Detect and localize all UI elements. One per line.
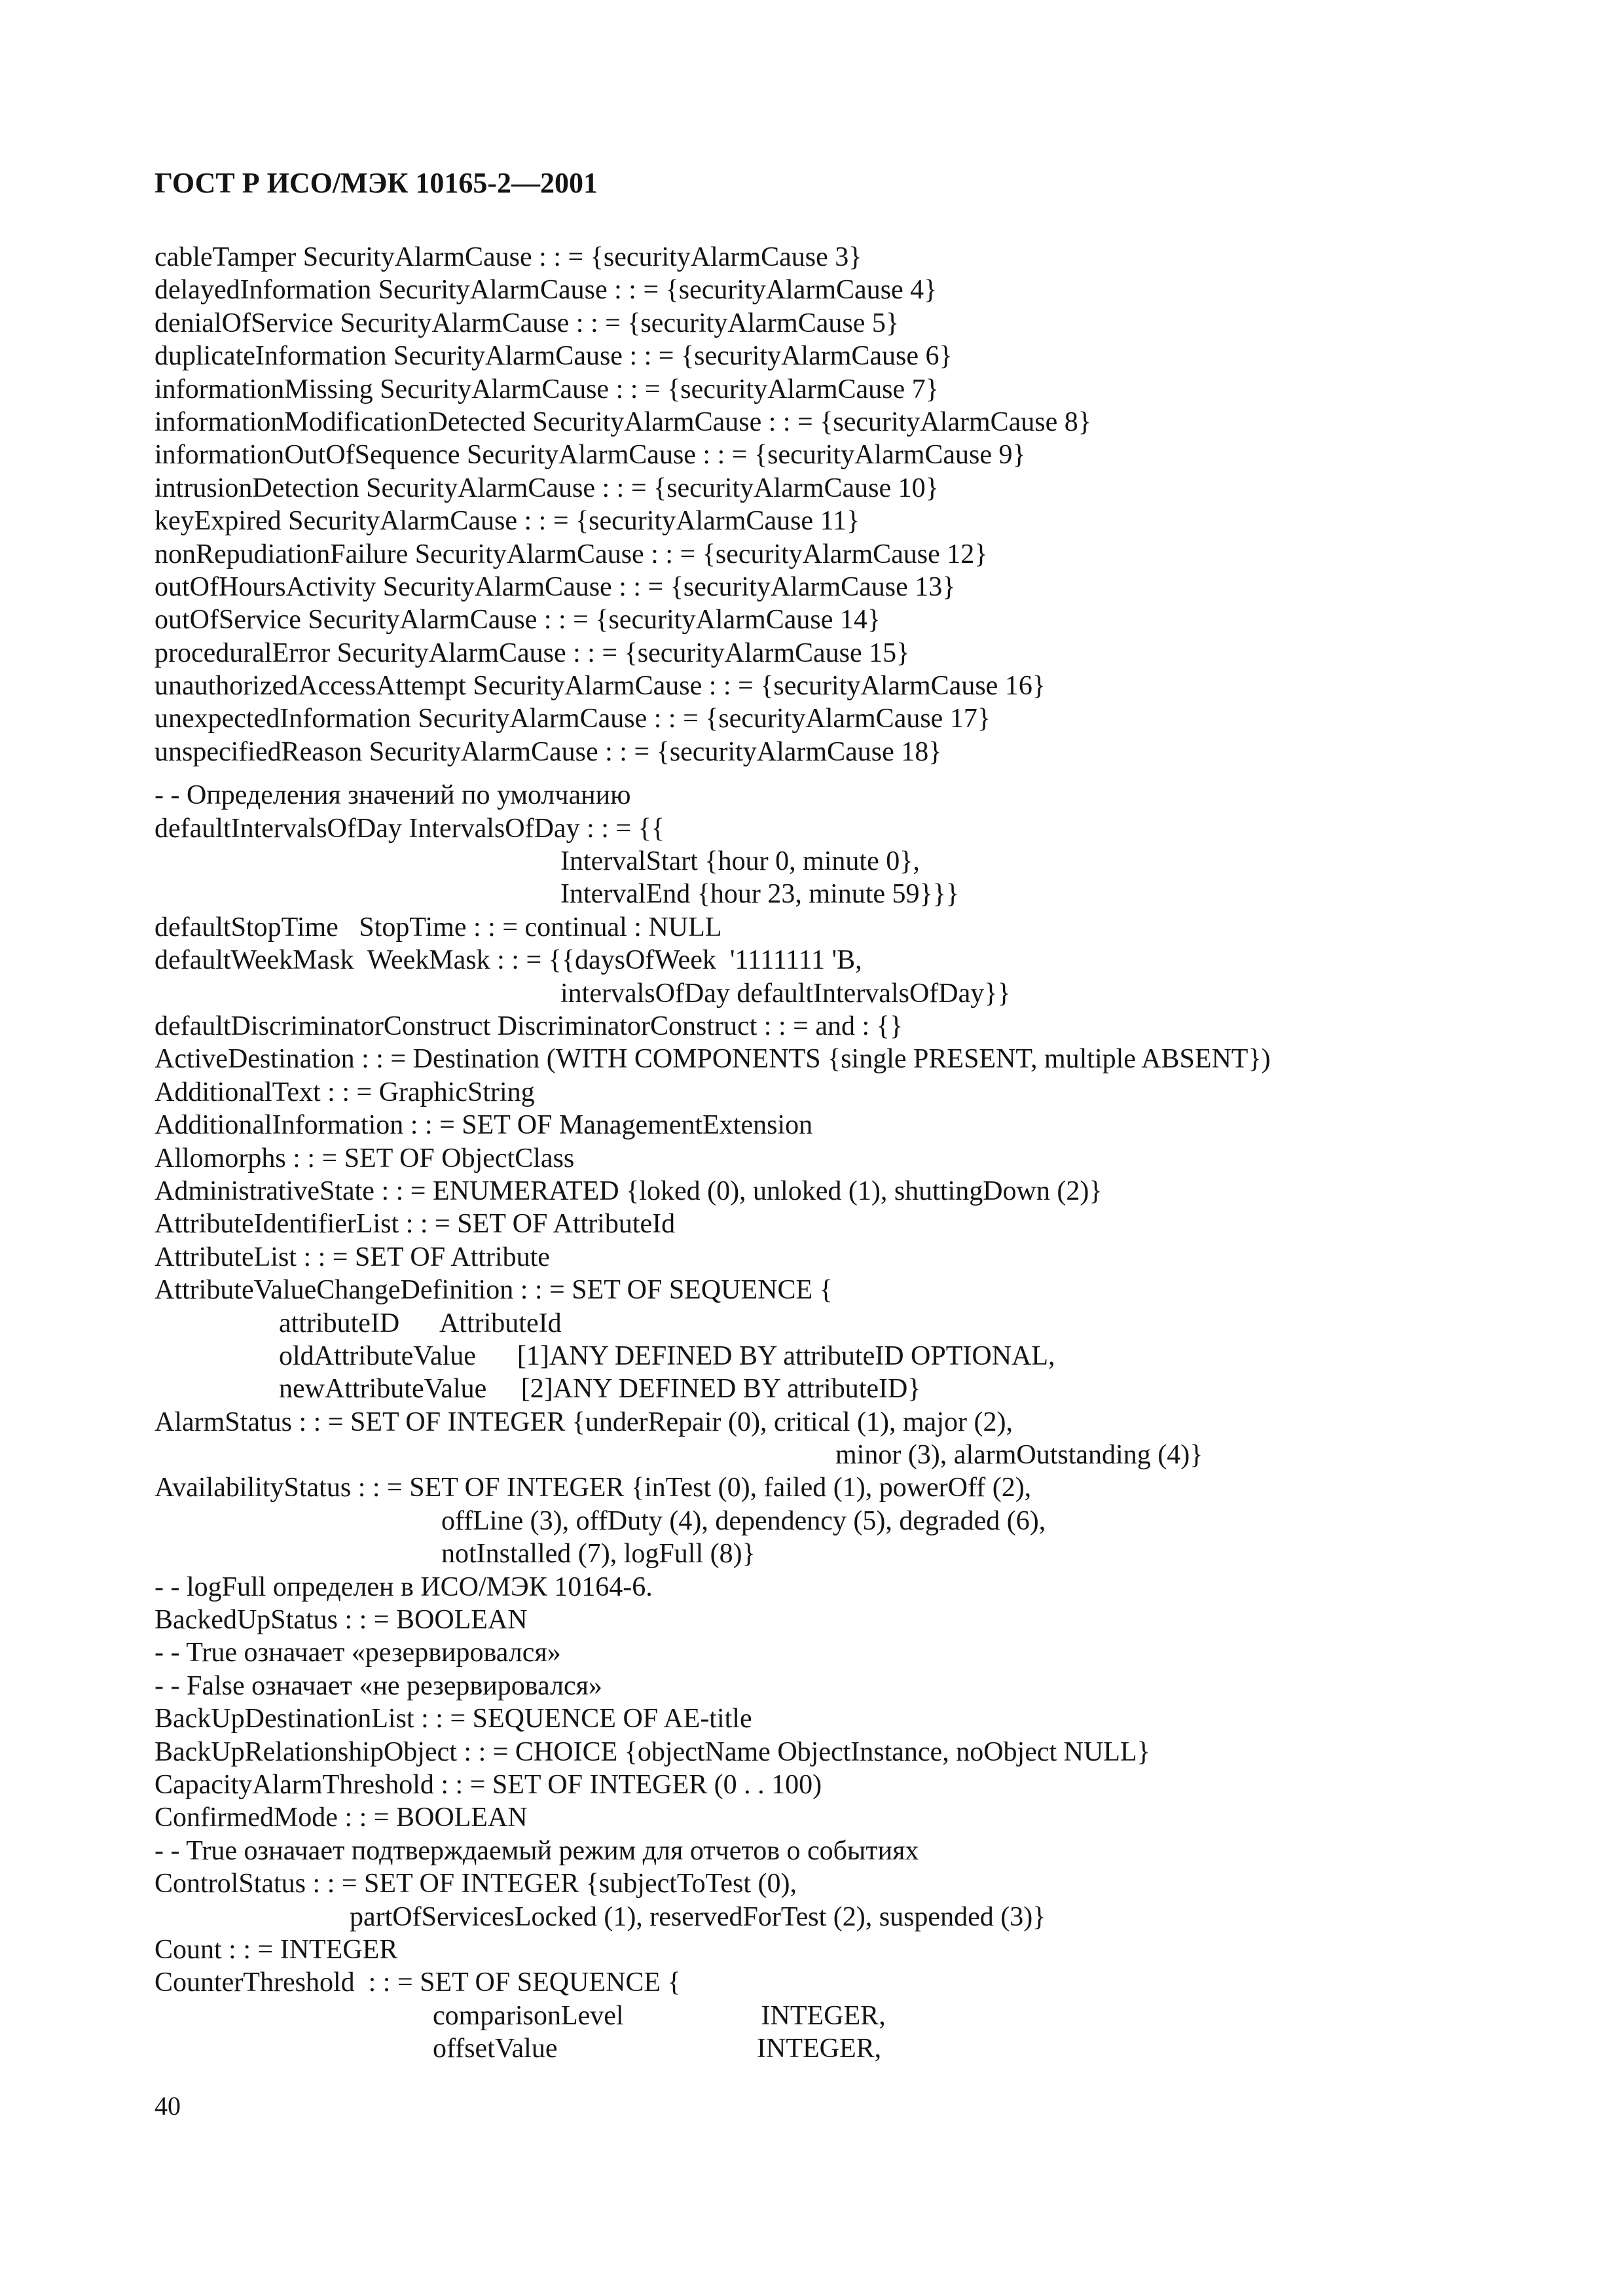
definition-line: partOfServicesLocked (1), reservedForTest (2), suspended (3)} xyxy=(350,1901,1046,1932)
definition-line: defaultIntervalsOfDay IntervalsOfDay : : = {{ xyxy=(155,813,665,844)
definition-line: AttributeIdentifierList : : = SET OF AttributeId xyxy=(155,1209,676,1240)
definition-line: comparisonLevel INTEGER, xyxy=(433,2000,886,2031)
definition-line: defaultStopTime StopTime : : = continual : NULL xyxy=(155,912,722,942)
definition-line: outOfService SecurityAlarmCause : : = {securityAlarmCause 14} xyxy=(155,605,881,636)
definition-line: informationOutOfSequence SecurityAlarmCause : : = {securityAlarmCause 9} xyxy=(155,440,1026,471)
definition-line: denialOfService SecurityAlarmCause : : = {securityAlarmCause 5} xyxy=(155,308,900,338)
definition-line: intervalsOfDay defaultIntervalsOfDay}} xyxy=(560,978,1011,1009)
definition-line: AvailabilityStatus : : = SET OF INTEGER {inTest (0), failed (1), powerOff (2), xyxy=(155,1473,1032,1503)
definition-line: Count : : = INTEGER xyxy=(155,1934,398,1965)
definition-line: unspecifiedReason SecurityAlarmCause : : = {securityAlarmCause 18} xyxy=(155,736,942,767)
definition-line: AttributeList : : = SET OF Attribute xyxy=(155,1242,550,1272)
definition-line: IntervalStart {hour 0, minute 0}, xyxy=(560,846,920,877)
definition-line: - - logFull определен в ИСО/МЭК 10164-6. xyxy=(155,1571,653,1602)
section-spacer xyxy=(155,768,1529,779)
definition-line: BackUpDestinationList : : = SEQUENCE OF AE-title xyxy=(155,1704,752,1734)
definition-line: CounterThreshold : : = SET OF SEQUENCE { xyxy=(155,1967,681,1998)
definition-line: keyExpired SecurityAlarmCause : : = {securityAlarmCause 11} xyxy=(155,506,860,537)
definition-line: newAttributeValue [2]ANY DEFINED BY attributeID} xyxy=(279,1374,921,1405)
definition-line: offsetValue INTEGER, xyxy=(433,2034,882,2064)
definition-line: - - False означает «не резервировался» xyxy=(155,1670,602,1701)
asn1-definitions-block xyxy=(155,241,1529,2065)
definition-line: - - True означает «резервировался» xyxy=(155,1638,561,1668)
definition-line: defaultWeekMask WeekMask : : = {{daysOfWeek '1111111 'B, xyxy=(155,945,862,976)
definition-line: defaultDiscriminatorConstruct DiscriminatorConstruct : : = and : {} xyxy=(155,1011,903,1041)
definition-line: proceduralError SecurityAlarmCause : : = {securityAlarmCause 15} xyxy=(155,637,910,668)
definition-line: BackedUpStatus : : = BOOLEAN xyxy=(155,1605,528,1636)
definition-line: ControlStatus : : = SET OF INTEGER {subjectToTest (0), xyxy=(155,1869,797,1899)
definition-line: unexpectedInformation SecurityAlarmCause : : = {securityAlarmCause 17} xyxy=(155,704,991,734)
definition-line: minor (3), alarmOutstanding (4)} xyxy=(835,1440,1203,1471)
definition-line: cableTamper SecurityAlarmCause : : = {securityAlarmCause 3} xyxy=(155,242,862,272)
definition-line: offLine (3), offDuty (4), dependency (5), degraded (6), xyxy=(441,1505,1046,1536)
definition-line: CapacityAlarmThreshold : : = SET OF INTEGER (0 . . 100) xyxy=(155,1769,822,1800)
definition-line: outOfHoursActivity SecurityAlarmCause : : = {securityAlarmCause 13} xyxy=(155,571,956,602)
definition-line: informationMissing SecurityAlarmCause : : = {securityAlarmCause 7} xyxy=(155,374,939,404)
definition-line: nonRepudiationFailure SecurityAlarmCause : : = {securityAlarmCause 12} xyxy=(155,539,988,569)
definition-line: ConfirmedMode : : = BOOLEAN xyxy=(155,1803,528,1833)
definition-line: AdditionalText : : = GraphicString xyxy=(155,1077,535,1107)
page-number: 40 xyxy=(155,2091,181,2121)
definition-line: ActiveDestination : : = Destination (WITH COMPONENTS {single PRESENT, multiple ABSENT}) xyxy=(155,1044,1271,1075)
definition-line: duplicateInformation SecurityAlarmCause : : = {securityAlarmCause 6} xyxy=(155,341,953,372)
definition-line: informationModificationDetected SecurityAlarmCause : : = {securityAlarmCause 8} xyxy=(155,406,1091,437)
definition-line: attributeID AttributeId xyxy=(279,1308,562,1338)
definition-line: - - True означает подтверждаемый режим для отчетов о событиях xyxy=(155,1835,919,1866)
definition-line: - - Определения значений по умолчанию xyxy=(155,780,631,811)
definition-line: BackUpRelationshipObject : : = CHOICE {objectName ObjectInstance, noObject NULL} xyxy=(155,1736,1150,1767)
definition-line: AttributeValueChangeDefinition : : = SET OF SEQUENCE { xyxy=(155,1275,833,1306)
definition-line: IntervalEnd {hour 23, minute 59}}} xyxy=(560,879,960,910)
definition-line: AdditionalInformation : : = SET OF ManagementExtension xyxy=(155,1110,813,1141)
definition-line: Allomorphs : : = SET OF ObjectClass xyxy=(155,1143,575,1174)
document-header: ГОСТ Р ИСО/МЭК 10165-2—2001 xyxy=(155,167,598,199)
definition-line: intrusionDetection SecurityAlarmCause : : = {securityAlarmCause 10} xyxy=(155,473,939,503)
definition-line: delayedInformation SecurityAlarmCause : : = {securityAlarmCause 4} xyxy=(155,275,938,306)
definition-line: unauthorizedAccessAttempt SecurityAlarmCause : : = {securityAlarmCause 16} xyxy=(155,671,1046,702)
definition-line: oldAttributeValue [1]ANY DEFINED BY attributeID OPTIONAL, xyxy=(279,1340,1055,1371)
definition-line: AdministrativeState : : = ENUMERATED {loked (0), unloked (1), shuttingDown (2)} xyxy=(155,1175,1103,1206)
definition-line: AlarmStatus : : = SET OF INTEGER {underRepair (0), critical (1), major (2), xyxy=(155,1407,1013,1437)
definition-line: notInstalled (7), logFull (8)} xyxy=(441,1539,756,1570)
